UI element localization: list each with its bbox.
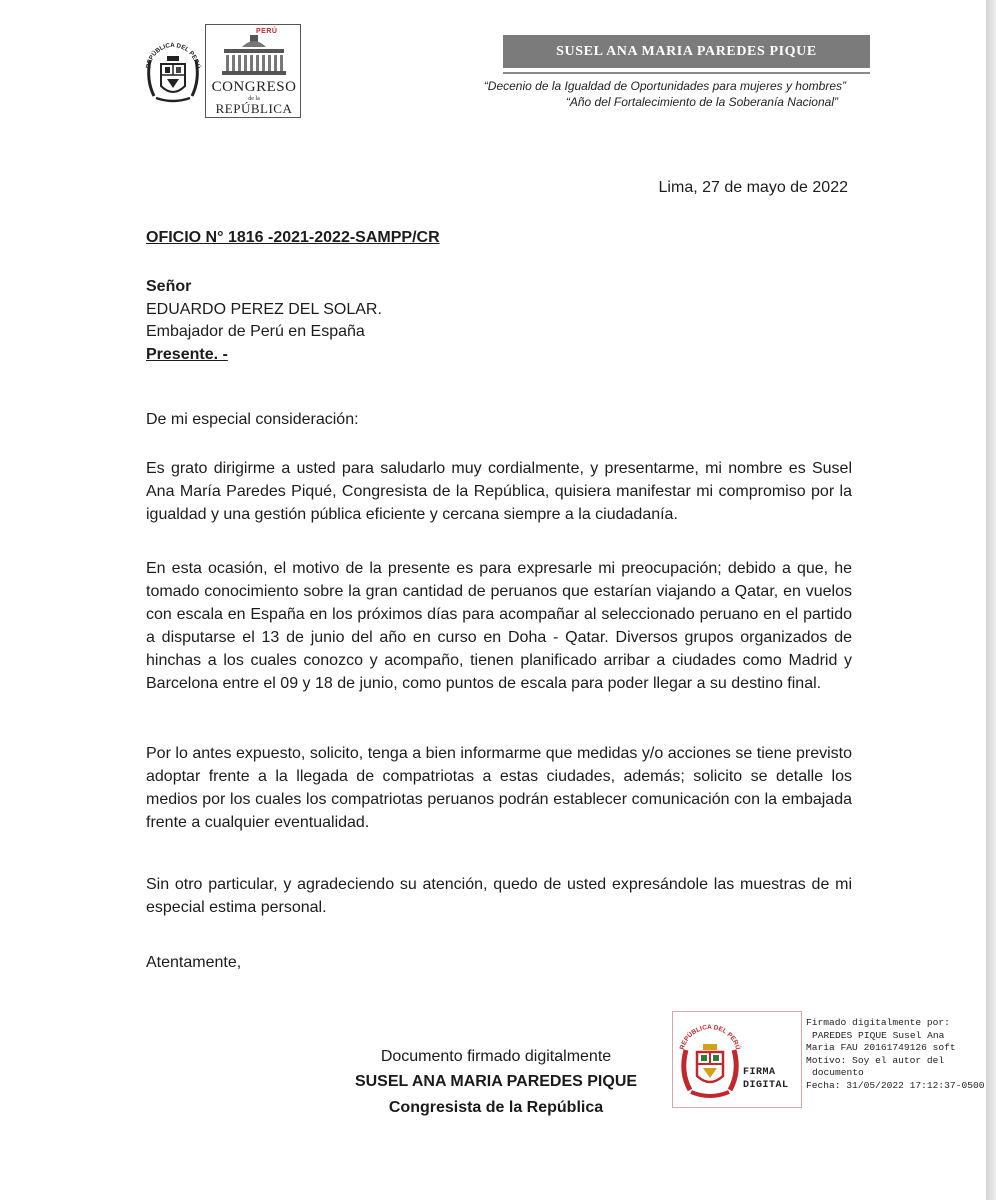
body-paragraph: Es grato dirigirme a usted para saludarlo muy cordialmente, y presentarme, mi nombre es Susel Ana María Paredes Piqué, Congresista de la República, quisiera manifestar mi compromiso por la igualdad y una gestión pública eficiente y cercana siempre a la ciudadanía. xyxy=(146,460,852,523)
letter-date: Lima, 27 de mayo de 2022 xyxy=(658,179,848,196)
signinfo-line: Firmado digitalmente por: xyxy=(806,1017,950,1028)
recipient-title: Señor xyxy=(146,278,192,295)
signature-note: Documento firmado digitalmente xyxy=(380,1048,612,1065)
svg-text:REPÚBLICA DEL PERÚ: REPÚBLICA DEL PERÚ xyxy=(144,41,202,69)
firma-digital-label xyxy=(743,1066,799,1092)
motto-decade: “Decenio de la Igualdad de Oportunidades para mujeres y hombres” xyxy=(483,79,846,93)
digital-signature-info xyxy=(806,1017,986,1093)
logo-country-label: PERÚ xyxy=(256,28,278,35)
peru-seal-icon xyxy=(677,1018,743,1102)
signinfo-line: Fecha: 31/05/2022 17:12:37-0500 xyxy=(806,1079,985,1091)
signinfo-line: Motivo: Soy el autor del xyxy=(806,1054,945,1066)
body-paragraph: Por lo antes expuesto, solicito, tenga a bien informarme que medidas y/o acciones se tiene previsto adoptar frente a la llegada de compatriotas a estas ciudades, además; solicito se detalle los medios por los cuales los compatriotas peruanos podrán establecer comunicación con la embajada frente a cualquier eventualidad. xyxy=(146,745,852,831)
banner-divider xyxy=(503,68,870,74)
recipient-presente: Presente. - xyxy=(146,346,228,363)
firma-label-line1: FIRMA xyxy=(743,1067,776,1078)
letter-reference: OFICIO N° 1816 -2021-2022-SAMPP/CR xyxy=(146,229,440,246)
coat-of-arms-seal-icon xyxy=(142,30,204,110)
motto-year: “Año del Fortalecimiento de la Soberanía Nacional” xyxy=(565,95,838,109)
letter-closing: Atentamente, xyxy=(146,954,242,971)
recipient-name: EDUARDO PEREZ DEL SOLAR. xyxy=(146,301,382,318)
recipient-position: Embajador de Perú en España xyxy=(146,323,365,340)
digital-signature-stamp xyxy=(672,1011,802,1108)
logo-name-line1: CONGRESO xyxy=(211,79,297,95)
body-paragraph: Sin otro particular, y agradeciendo su atención, quedo de usted expresándole las muestras de mi especial estima personal. xyxy=(146,876,852,916)
page-edge-shadow xyxy=(986,0,996,1200)
firma-label-line2: DIGITAL xyxy=(743,1080,789,1091)
signinfo-line: PAREDES PIQUE Susel Ana xyxy=(812,1029,945,1041)
svg-text:REPÚBLICA DEL PERÚ: REPÚBLICA DEL PERÚ xyxy=(678,1023,742,1051)
author-name-banner: SUSEL ANA MARIA PAREDES PIQUE xyxy=(503,35,870,68)
signer-role: Congresista de la República xyxy=(388,1099,604,1116)
signinfo-line: Maria FAU 20161749126 soft xyxy=(806,1042,956,1054)
body-paragraph: En esta ocasión, el motivo de la presente es para expresarle mi preocupación; debido a que, he tomado conocimiento sobre la gran cantidad de peruanos que estarían viajando a Qatar, en vuelos con escala en España en los próximos días para acompañar al seleccionado peruano en el partido a disputarse el 13 de junio del año en curso en Doha - Qatar. Diversos grupos organizados de hinchas a los cuales conozco y acompaño, tienen planificado arribar a ciudades como Madrid y Barcelona entre el 09 y 18 de junio, como puntos de escala para poder llegar a su destino final. xyxy=(146,560,852,692)
logo-name-line3: REPÚBLICA xyxy=(215,101,293,116)
signinfo-line: documento xyxy=(812,1067,864,1079)
congreso-logo xyxy=(205,24,301,118)
salutation: De mi especial consideración: xyxy=(146,411,359,428)
signer-name: SUSEL ANA MARIA PAREDES PIQUE xyxy=(354,1073,638,1090)
congress-building-icon xyxy=(220,35,288,77)
logo-name-line2: de la xyxy=(248,96,260,102)
